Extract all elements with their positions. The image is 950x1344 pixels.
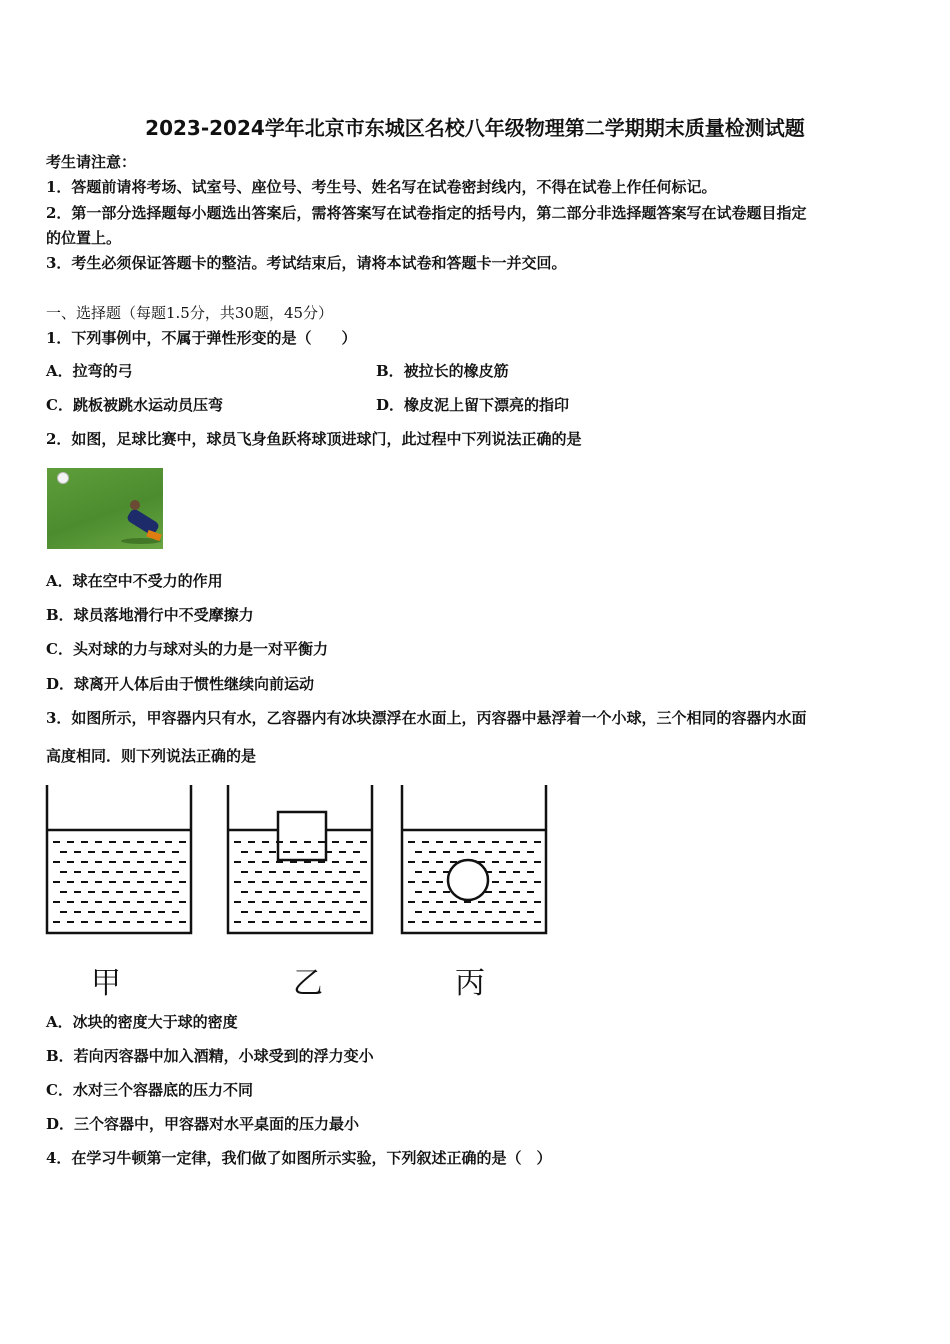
question-2-stem: 2．如图，足球比赛中，球员飞身鱼跃将球顶进球门，此过程中下列说法正确的是 <box>46 430 582 448</box>
containers-figure <box>40 780 560 945</box>
notice-heading: 考生请注意： <box>46 153 137 171</box>
notice-item: 1．答题前请将考场、试室号、座位号、考生号、姓名写在试卷密封线内，不得在试卷上作任何标记。 <box>46 178 717 196</box>
q3-option-b: B．若向丙容器中加入酒精，小球受到的浮力变小 <box>46 1047 374 1065</box>
container-bing <box>402 785 546 933</box>
suspended-ball <box>448 860 488 900</box>
notice-item: 3．考生必须保证答题卡的整洁。考试结束后，请将本试卷和答题卡一并交回。 <box>46 254 567 272</box>
label-jia: 甲 <box>91 966 121 1001</box>
question-4-stem: 4．在学习牛顿第一定律，我们做了如图所示实验，下列叙述正确的是（ ） <box>46 1149 552 1167</box>
q3-option-d: D．三个容器中，甲容器对水平桌面的压力最小 <box>46 1115 360 1133</box>
label-yi: 乙 <box>293 966 323 1001</box>
label-bing: 丙 <box>455 966 485 1001</box>
q3-option-a: A．冰块的密度大于球的密度 <box>46 1013 238 1031</box>
q1-option-a: A．拉弯的弓 <box>46 362 133 380</box>
q1-option-d: D．橡皮泥上留下漂亮的指印 <box>376 396 570 414</box>
notice-item: 的位置上。 <box>46 229 122 247</box>
q2-option-a: A．球在空中不受力的作用 <box>46 572 223 590</box>
q1-option-b: B．被拉长的橡皮筋 <box>376 362 509 380</box>
soccer-header-photo <box>47 468 163 549</box>
question-1-stem: 1．下列事例中，不属于弹性形变的是（ ） <box>46 329 357 347</box>
notice-item: 2．第一部分选择题每小题选出答案后，需将答案写在试卷指定的括号内，第二部分非选择题答案写在试卷题目指定 <box>46 204 807 222</box>
page-title: 2023-2024学年北京市东城区名校八年级物理第二学期期末质量检测试题 <box>145 116 805 140</box>
soccer-ball <box>57 472 69 484</box>
container-jia <box>47 785 191 933</box>
q2-option-d: D．球离开人体后由于惯性继续向前运动 <box>46 675 315 693</box>
q2-option-c: C．头对球的力与球对头的力是一对平衡力 <box>46 640 328 658</box>
section-heading: 一、选择题（每题1.5分，共30题，45分） <box>46 304 334 322</box>
q3-option-c: C．水对三个容器底的压力不同 <box>46 1081 253 1099</box>
question-3-stem: 3．如图所示，甲容器内只有水，乙容器内有冰块漂浮在水面上，丙容器中悬浮着一个小球，三个相同的容器内水面 <box>46 709 807 727</box>
question-3-stem-cont: 高度相同．则下列说法正确的是 <box>46 747 257 765</box>
q2-option-b: B．球员落地滑行中不受摩擦力 <box>46 606 254 624</box>
q1-option-c: C．跳板被跳水运动员压弯 <box>46 396 223 414</box>
